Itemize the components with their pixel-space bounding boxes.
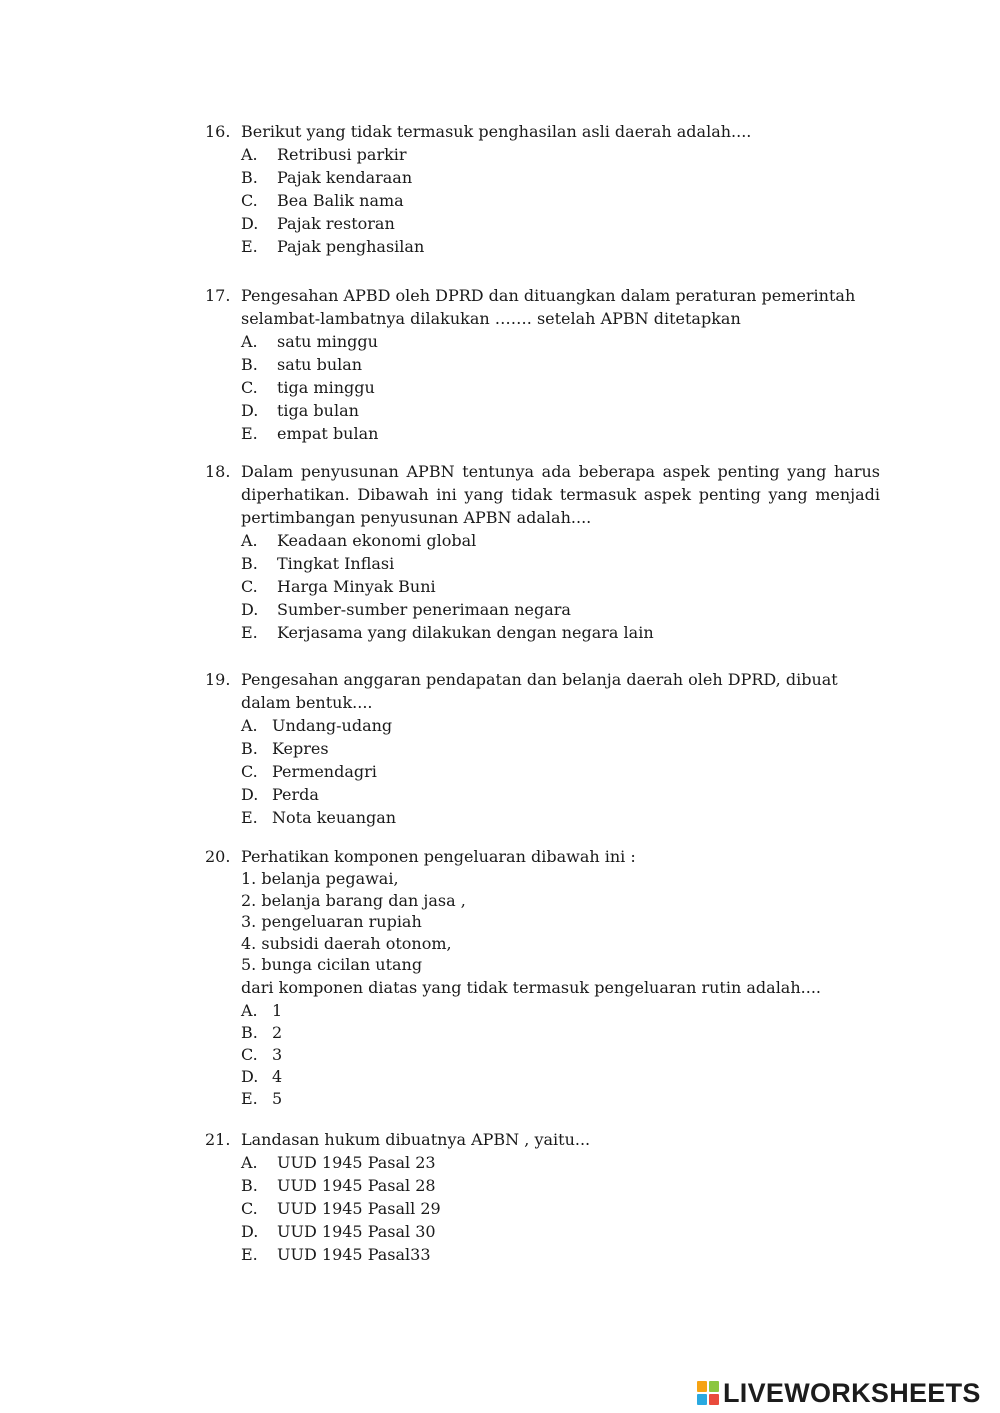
question-number: 16. [205, 122, 231, 141]
question-text: Dalam penyusunan APBN tentunya ada beberapa aspek penting yang harus diperhatikan. Dibawah ini yang tidak termasuk aspek penting yang menjadi pertimbangan penyusunan APBN adalah.... [241, 462, 880, 527]
question-text: Berikut yang tidak termasuk penghasilan asli daerah adalah.... [241, 122, 752, 141]
option-e[interactable]: E. Nota keuangan [241, 808, 397, 827]
question-text: Landasan hukum dibuatnya APBN , yaitu... [241, 1130, 591, 1149]
question-number: 19. [205, 670, 231, 689]
question-number: 20. [205, 847, 231, 866]
component-list [241, 868, 880, 976]
question-17 [205, 284, 880, 445]
list-item: 5. bunga cicilan utang [241, 955, 423, 974]
option-d[interactable]: D. Perda [241, 785, 319, 804]
option-d[interactable]: D. Pajak restoran [241, 214, 395, 233]
option-a[interactable]: A. Retribusi parkir [241, 145, 407, 164]
option-c[interactable]: C. Harga Minyak Buni [241, 577, 436, 596]
option-d[interactable]: D. UUD 1945 Pasal 30 [241, 1222, 436, 1241]
logo-square [697, 1394, 707, 1405]
logo-square [709, 1394, 719, 1405]
list-item: 3. pengeluaran rupiah [241, 912, 422, 931]
option-b[interactable]: B. Tingkat Inflasi [241, 554, 395, 573]
option-e[interactable]: E. UUD 1945 Pasal33 [241, 1245, 431, 1264]
option-a[interactable]: A. satu minggu [241, 332, 378, 351]
option-c[interactable]: C. Permendagri [241, 762, 377, 781]
question-text: Perhatikan komponen pengeluaran dibawah ini : [241, 847, 636, 866]
option-c[interactable]: C. Bea Balik nama [241, 191, 404, 210]
list-item: 2. belanja barang dan jasa , [241, 890, 466, 910]
option-d[interactable]: D. Sumber-sumber penerimaan negara [241, 600, 571, 619]
question-number: 18. [205, 462, 231, 481]
question-number: 21. [205, 1130, 231, 1149]
question-16 [205, 120, 880, 258]
option-a[interactable]: A. Keadaan ekonomi global [241, 531, 477, 550]
option-a[interactable]: A. UUD 1945 Pasal 23 [241, 1153, 436, 1172]
logo-grid-icon [697, 1381, 719, 1405]
option-b[interactable]: B. 2 [241, 1022, 283, 1042]
list-item: 4. subsidi daerah otonom, [241, 933, 452, 953]
question-text: Pengesahan anggaran pendapatan dan belanja daerah oleh DPRD, dibuat dalam bentuk.... [241, 670, 838, 712]
question-19 [205, 668, 880, 829]
option-d[interactable]: D. tiga bulan [241, 401, 359, 420]
option-b[interactable]: B. satu bulan [241, 355, 363, 374]
option-b[interactable]: B. UUD 1945 Pasal 28 [241, 1176, 436, 1195]
option-c[interactable]: C. 3 [241, 1044, 283, 1064]
question-text: Pengesahan APBD oleh DPRD dan dituangkan dalam peraturan pemerintah selambat-lambatnya dilakukan ……. setelah APBN ditetapkan [241, 286, 856, 328]
option-e[interactable]: E. empat bulan [241, 424, 379, 443]
logo-text: LIVEWORKSHEETS [723, 1377, 981, 1408]
logo-square [709, 1381, 719, 1392]
option-c[interactable]: C. tiga minggu [241, 378, 375, 397]
option-b[interactable]: B. Kepres [241, 739, 329, 758]
option-a[interactable]: A. Undang-udang [241, 716, 393, 735]
question-number: 17. [205, 286, 231, 305]
logo-square [697, 1381, 707, 1392]
liveworksheets-logo[interactable] [697, 1377, 981, 1409]
option-e[interactable]: E. Pajak penghasilan [241, 237, 425, 256]
list-item: 1. belanja pegawai, [241, 869, 399, 888]
question-21 [205, 1128, 880, 1266]
question-followup: dari komponen diatas yang tidak termasuk pengeluaran rutin adalah.... [241, 977, 821, 997]
option-d[interactable]: D. 4 [241, 1066, 283, 1086]
option-c[interactable]: C. UUD 1945 Pasall 29 [241, 1199, 441, 1218]
question-18 [205, 460, 880, 644]
option-e[interactable]: E. Kerjasama yang dilakukan dengan negara lain [241, 623, 654, 642]
option-a[interactable]: A. 1 [241, 1000, 283, 1020]
option-b[interactable]: B. Pajak kendaraan [241, 168, 413, 187]
question-20 [205, 845, 880, 1109]
option-e[interactable]: E. 5 [241, 1088, 283, 1108]
